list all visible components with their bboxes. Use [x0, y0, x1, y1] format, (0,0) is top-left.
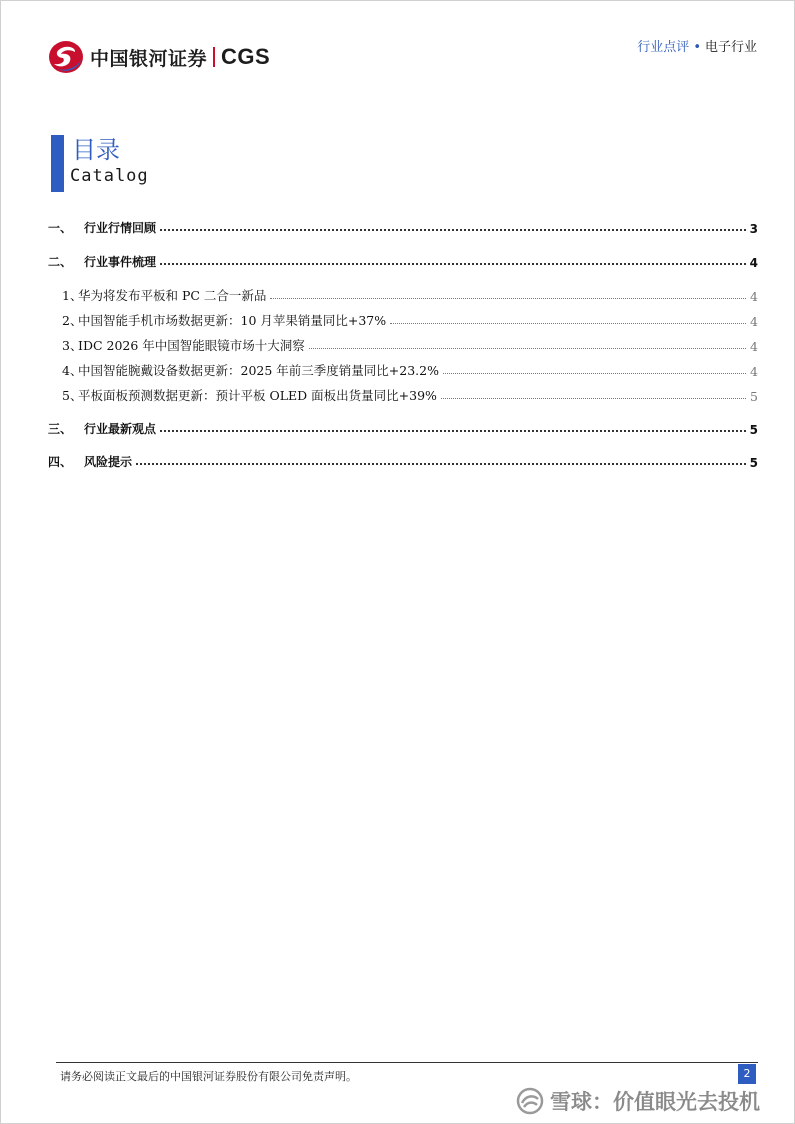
toc-label: 行业最新观点	[84, 422, 157, 436]
toc-number: 二、	[48, 255, 73, 269]
toc-leader	[136, 463, 746, 465]
catalog-title: 目录	[72, 136, 120, 164]
watermark	[516, 1086, 760, 1116]
toc-number: 5、	[62, 388, 83, 403]
logo-text-en: CGS	[221, 44, 271, 69]
page-number-badge: 2	[738, 1064, 756, 1084]
toc-page: 4	[750, 364, 758, 379]
toc-page: 5	[750, 389, 758, 404]
footer-disclaimer: 请务必阅读正文最后的中国银河证券股份有限公司免责声明。	[60, 1070, 357, 1083]
toc-page: 4	[750, 314, 758, 329]
toc-number: 四、	[48, 455, 73, 469]
toc-entry-2-4[interactable]	[48, 357, 758, 379]
toc-page: 3	[749, 222, 758, 236]
toc-entry-2-1[interactable]	[48, 282, 758, 304]
toc-label: 行业事件梳理	[84, 255, 157, 269]
toc-label: 中国智能手机市场数据更新：10 月苹果销量同比+37%	[78, 313, 387, 328]
toc-entry-2-3[interactable]	[48, 332, 758, 354]
toc-label: 行业行情回顾	[84, 221, 157, 235]
toc-leader	[390, 323, 746, 324]
toc-entry-2[interactable]	[48, 248, 758, 270]
toc-leader	[160, 430, 746, 432]
cgs-logo-icon	[48, 40, 84, 74]
toc-page: 4	[750, 289, 758, 304]
toc-leader	[270, 298, 746, 299]
watermark-text: 雪球：价值眼光去投机	[550, 1090, 760, 1114]
toc-page: 4	[749, 256, 758, 270]
toc-leader	[160, 263, 746, 265]
toc-label: 中国智能腕戴设备数据更新：2025 年前三季度销量同比+23.2%	[78, 363, 439, 378]
toc-leader	[441, 398, 746, 399]
toc-label: IDC 2026 年中国智能眼镜市场十大洞察	[78, 338, 305, 353]
toc-page: 5	[749, 423, 758, 437]
report-type: 行业点评	[637, 40, 690, 55]
industry-label: 电子行业	[704, 40, 757, 55]
catalog-accent-bar	[51, 135, 64, 192]
toc-label: 风险提示	[84, 455, 133, 469]
toc-entry-2-5[interactable]	[48, 382, 758, 404]
toc-page: 5	[749, 456, 758, 470]
toc-number: 三、	[48, 422, 73, 436]
snowball-icon	[516, 1087, 544, 1115]
category-separator: •	[693, 40, 701, 55]
toc-leader	[443, 373, 746, 374]
toc-leader	[160, 229, 746, 231]
toc-number: 2、	[62, 313, 83, 328]
toc-entry-3[interactable]	[48, 415, 758, 437]
logo-text-cn: 中国银河证券	[90, 47, 208, 70]
toc-number: 1、	[62, 288, 83, 303]
logo-separator	[213, 47, 215, 67]
toc-number: 4、	[62, 363, 83, 378]
toc-number: 3、	[62, 338, 83, 353]
toc-label: 华为将发布平板和 PC 二合一新品	[78, 288, 267, 303]
catalog-subtitle: Catalog	[70, 166, 149, 186]
company-logo	[48, 40, 270, 74]
toc-leader	[309, 348, 746, 349]
toc-entry-1[interactable]	[48, 214, 758, 236]
toc-entry-4[interactable]	[48, 448, 758, 470]
footer-divider	[56, 1062, 758, 1063]
report-category	[637, 36, 757, 55]
toc-number: 一、	[48, 221, 73, 235]
toc-page: 4	[750, 339, 758, 354]
toc-entry-2-2[interactable]	[48, 307, 758, 329]
toc-label: 平板面板预测数据更新：预计平板 OLED 面板出货量同比+39%	[78, 388, 437, 403]
